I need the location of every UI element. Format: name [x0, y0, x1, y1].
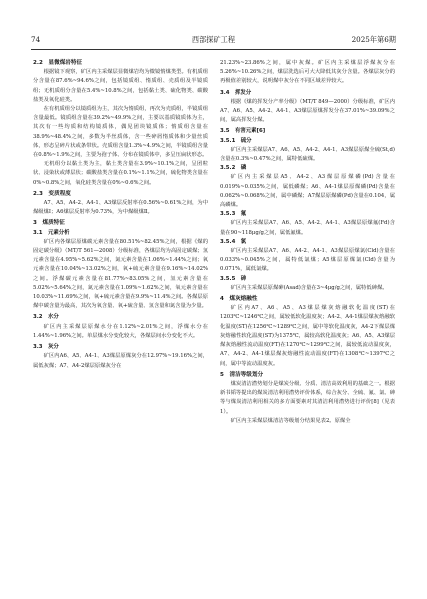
section-4-heading: 4 煤灰熔融性	[220, 296, 258, 303]
section-3-5-heading: 3.5 有害元素[6]	[220, 128, 266, 135]
paragraph: A7、A5、A4-2、A4-1、A3煤层反射率在0.56%~0.61%之间，为中煤级煤Ⅰ；A6煤层反射率为0.73%，为中煤级煤Ⅱ。	[33, 200, 208, 216]
paragraph: 矿区内主采煤层原煤砷(Asad)含量在3~4μg/g之间，属特低砷煤。	[230, 284, 388, 291]
paragraph: 矿区内主采煤层原煤水分在1.12%~2.01%之间，浮煤水分在1.44%~1.96%之间。单层煤水分变化较大，各煤层间水分变化不大。	[33, 323, 208, 339]
paragraph: 矿区内主采煤层A7、A6、A4-2、A4-1、A3煤层原煤氯(Cld)含量在0.033%~0.045%之间，属特低氯煤；A5煤层原煤氯(Cld)含量为0.071%，属低氯煤。	[220, 248, 395, 273]
paragraph: 无机组分以黏土类为主，黏土类含量在3.9%~10.1%之间，呈团粒状、浸染状或薄层状；碳酸盐类含量在0.1%~1.1%之间，硫化物类含量在0%~0.8%之间，氧化硅类含量在0%~0.6%之间。	[33, 161, 208, 186]
paragraph: 矿区内各煤层原煤碳元素含量在80.51%~82.45%之间，根据《煤的固定碳分级》（MT/T 561—2008）分级标准，各煤层均为高固定碳煤；氢元素含量在4.95%~5.62%之间，氮元素含量在1.06%~1.44%之间；氧元素含量在10.04%~13.02%之间，氧+硫元素含量在9.16%~14.02%之间。浮煤碳元素含量在81.77%~83.05%之间，氢元素含量在5.02%~5.64%之间，氮元素含量在1.09%~1.62%之间，氧元素含量在10.03%~11.69%之间，氧+硫元素含量在9.9%~11.4%之间。各煤层原煤中碳含量为最高，其次为氧含量、氧+硫含量、氢含量和氮含量为少量。	[33, 238, 208, 310]
paragraph: 矿区内主采煤层A7、A6、A5、A4-2、A4-1、A3煤层原煤全硫(St,d)含量在0.3%~0.47%之间，属特低硫煤。	[220, 146, 395, 163]
journal-name: 西部探矿工程	[191, 35, 236, 44]
section-3-5-5-heading: 3.5.5 砷	[220, 275, 247, 282]
section-3-5-4-heading: 3.5.4 氯	[220, 238, 247, 245]
section-3-2-heading: 3.2 水分	[33, 314, 59, 321]
section-3-1-heading: 3.1 元素分析	[33, 229, 70, 236]
page-number: 74	[31, 35, 41, 44]
section-3-4-heading: 3.4 挥发分	[220, 89, 252, 96]
section-3-heading: 3 煤质特征	[33, 220, 65, 227]
paragraph: 矿区内A7、A6、A5、A3煤层煤灰熔融软化温度(ST)在1203℃~1246℃之间，属较低软化温度灰；A4-2、A4-1煤层煤灰熔融软化温度(ST)在1256℃~1289℃之间，属中等软化温度灰，A4-2下煤层煤灰熔融性软化温度(ST)为1375℃，属较高软化温度灰；A6、A5、A3煤层煤灰熔融性流动温度(FT)在1270℃~1299℃之间，属较低流动温度灰，A7、A4-2、A4-1煤层煤灰熔融性流动温度(FT)在1308℃~1397℃之间，属中等流动温度灰。	[220, 305, 395, 367]
section-3-5-2-heading: 3.5.2 磷	[220, 165, 247, 172]
section-2-3-heading: 2.3 变质程度	[33, 190, 71, 197]
section-3-5-3-heading: 3.5.3 氟	[220, 211, 247, 218]
paragraph: 矿区内主采煤层A5、A4-2、A3煤层原煤磷(Pd)含量在0.019%~0.035%之间，属低磷煤；A6、A4-1煤层原煤磷(Pd)含量在0.062%~0.068%之间，属中磷煤；A7煤层原煤磷(Pd)含量在0.104，属高磷煤。	[220, 174, 395, 209]
section-3-3-heading: 3.3 灰分	[33, 344, 59, 351]
header-rule	[31, 49, 396, 50]
paragraph: 在有机质组分以镜质组为主，其次为惰质组，再次为壳质组，半镜质组含量最低。镜质组含量在39.2%~49.9%之间，主要以基质镜质体为主，其次有一些均质和结构镜质体，偶见团块镜质体；惰质组含量在38.9%~48.4%之间，多数为半丝质体，含一些碎屑惰质体和少量丝质体，形态呈碎片状或条带状。壳质组含量1.3%~4.9%之间，半镜质组含量在0.8%~1.9%之间，主要为孢子体、分布在镜质体中，多呈压扁状形态。	[33, 106, 208, 159]
paragraph: 矿区内主采煤层A7、A6、A5、A4-2、A4-1、A3煤层原煤氟(Fd)含量在90~118μg/g之间，属低氟煤。	[220, 220, 395, 236]
section-5-heading: 5 清洁等级划分	[220, 371, 264, 378]
paragraph: 根据《煤的挥发分产率分级》（MT/T 849—2000）分级标准，矿区内A7、A6、A5、A4-2、A4-1、A3煤层原煤挥发分在37.01%~39.09%之间，属高挥发分煤。	[220, 98, 395, 124]
right-column	[220, 59, 395, 426]
page-header	[31, 33, 396, 47]
section-2-2-heading: 2.2 显微煤岩特征	[33, 60, 83, 66]
left-column	[33, 59, 208, 371]
paragraph: 矿区内主采煤层煤清洁等级划分结果见表2。原煤全	[230, 417, 351, 424]
section-3-5-1-heading: 3.5.1 硫分	[220, 137, 252, 144]
paragraph: 煤炭清洁潜势划分是煤炭分级、分质、清洁高效利用的基础之一。根据新书韬等提出的煤炭清洁利用潜势评价体系，综合灰分、全硫、氟、氯、砷等与煤炭清洁利用相关的多方面要素对其清洁利用潜势进行评价[8]（见表1）。	[220, 380, 395, 415]
paragraph: 矿区内A6、A5、A4-1、A3煤层原煤灰分在12.97%~19.16%之间，属低灰煤；A7、A4-2煤层原煤灰分在	[33, 353, 208, 369]
issue-label: 2025年第6期	[351, 35, 396, 44]
paragraph: 21.23%~23.86%之间，属中灰煤。矿区内主采煤层浮煤灰分在5.26%~10.26%之间，煤层洗选后可大大降低其灰分含量。各煤层灰分的再极值差别较大，说明煤中灰分在不同区域差异较大。	[220, 60, 395, 85]
paragraph: 根据镜下观察，矿区内主采煤层显微煤岩均为微镜惰煤类型。有机质组分含量在87.6%~94.6%之间，包括镜质组、惰质组、壳质组及半镜质组；无机质组分含量在5.4%~10.8%之间，包括黏土类、硫化物类、碳酸盐类及氧化硅类。	[33, 69, 208, 103]
